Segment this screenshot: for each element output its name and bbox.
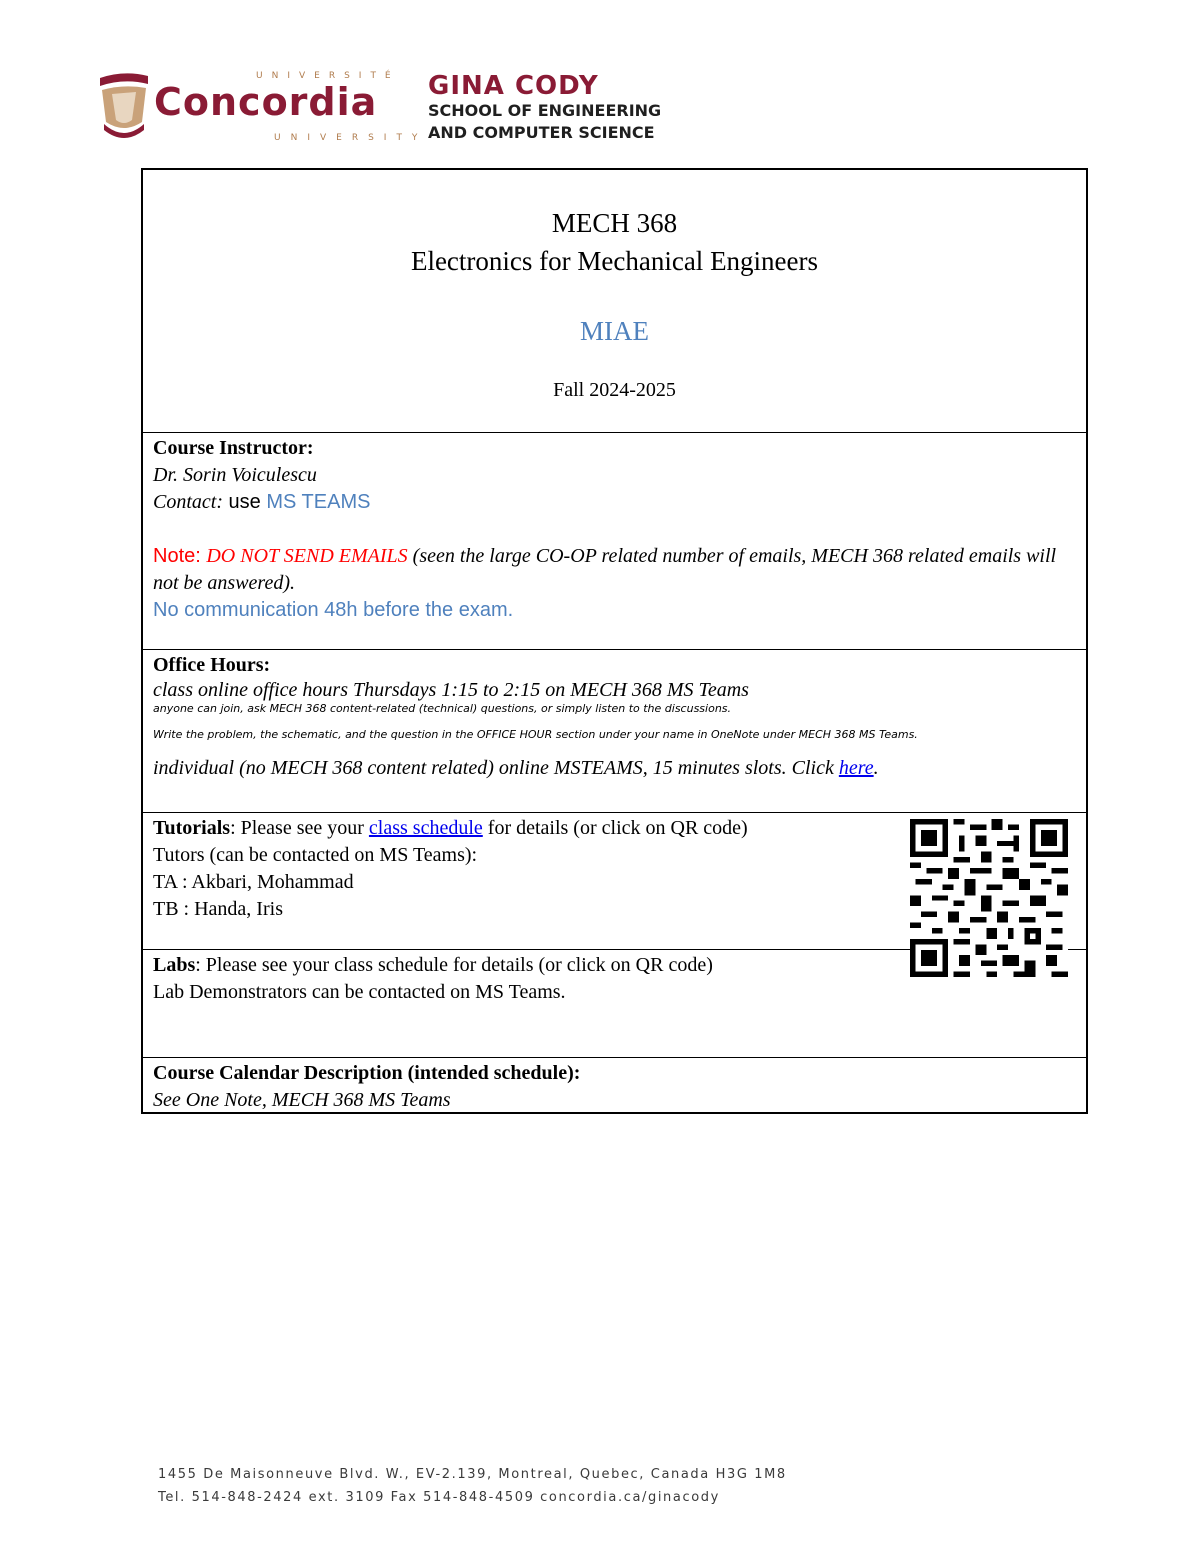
university-french: UNIVERSITÉ <box>256 71 400 81</box>
lab-demonstrators: Lab Demonstrators can be contacted on MS Teams. <box>153 981 566 1003</box>
labs-label: Labs <box>153 954 196 976</box>
instructor-name: Dr. Sorin Voiculescu <box>153 464 317 486</box>
office-hours-schedule: class online office hours Thursdays 1:15 to 2:15 on MECH 368 MS Teams <box>153 679 749 701</box>
tutor-tb: TB : Handa, Iris <box>153 898 283 920</box>
footer-address: 1455 De Maisonneuve Blvd. W., EV-2.139, Montreal, Quebec, Canada H3G 1M8 <box>158 1467 787 1482</box>
office-hours-info: anyone can join, ask MECH 368 content-related (technical) questions, or simply listen to the discussions. <box>153 702 732 715</box>
school-line-1: SCHOOL OF ENGINEERING <box>428 101 662 120</box>
individual-slots-line <box>153 755 1076 782</box>
individual-slots-link[interactable]: here <box>838 757 874 779</box>
office-hours-instructions: Write the problem, the schematic, and the question in the OFFICE HOUR section under your name in OneNote under MECH 368 MS Teams. <box>153 728 918 741</box>
individual-slots-end: . <box>873 757 879 779</box>
title-section <box>143 170 1086 432</box>
contact-value: MS TEAMS <box>266 491 371 513</box>
school-block <box>428 72 661 144</box>
concordia-logo-mark <box>96 70 152 142</box>
tutors-line: Tutors (can be contacted on MS Teams): <box>153 844 478 866</box>
department: MIAE <box>580 316 649 346</box>
tutorials-section <box>143 812 1086 949</box>
university-english: UNIVERSITY <box>274 133 428 143</box>
individual-slots-text: individual (no MECH 368 content related) online MSTEAMS, 15 minutes slots. Click <box>153 757 839 779</box>
calendar-text: See One Note, MECH 368 MS Teams <box>153 1089 451 1111</box>
course-name: Electronics for Mechanical Engineers <box>410 246 819 276</box>
course-outline-table <box>141 168 1088 1114</box>
contact-label: Contact: <box>153 491 223 513</box>
contact-use: use <box>223 491 267 513</box>
school-name: GINA CODY <box>428 71 599 101</box>
calendar-section <box>143 1057 1086 1112</box>
note-paragraph <box>153 543 1076 597</box>
term: Fall 2024-2025 <box>553 379 676 401</box>
contact-line <box>153 489 1076 516</box>
school-line-2: AND COMPUTER SCIENCE <box>428 123 655 142</box>
qr-code[interactable] <box>910 819 1068 977</box>
note-label: Note: <box>153 545 207 567</box>
calendar-label: Course Calendar Description (intended schedule): <box>153 1062 581 1084</box>
labs-text: : Please see your class schedule for details (or click on QR code) <box>195 954 713 976</box>
university-name: Concordia <box>154 80 378 124</box>
note-emphasis: DO NOT SEND EMAILS <box>206 545 408 567</box>
office-hours-label: Office Hours: <box>153 654 271 676</box>
instructor-section <box>143 432 1086 649</box>
note-text: (seen the large CO-OP related number of emails, MECH 368 related emails will not be answered). <box>153 545 1057 594</box>
course-code: MECH 368 <box>551 208 678 238</box>
tutorials-label: Tutorials <box>153 817 231 839</box>
tutorials-text-after: for details (or click on QR code) <box>482 817 748 839</box>
tutorials-text-before: : Please see your <box>230 817 369 839</box>
letterhead <box>96 66 736 150</box>
footer-contact: Tel. 514-848-2424 ext. 3109 Fax 514-848-4509 concordia.ca/ginacody <box>158 1490 720 1505</box>
office-hours-section <box>143 649 1086 812</box>
tutor-ta: TA : Akbari, Mohammad <box>153 871 354 893</box>
footer <box>158 1463 787 1509</box>
class-schedule-link[interactable]: class schedule <box>368 817 483 839</box>
no-communication-note: No communication 48h before the exam. <box>153 599 514 621</box>
instructor-label: Course Instructor: <box>153 437 314 459</box>
